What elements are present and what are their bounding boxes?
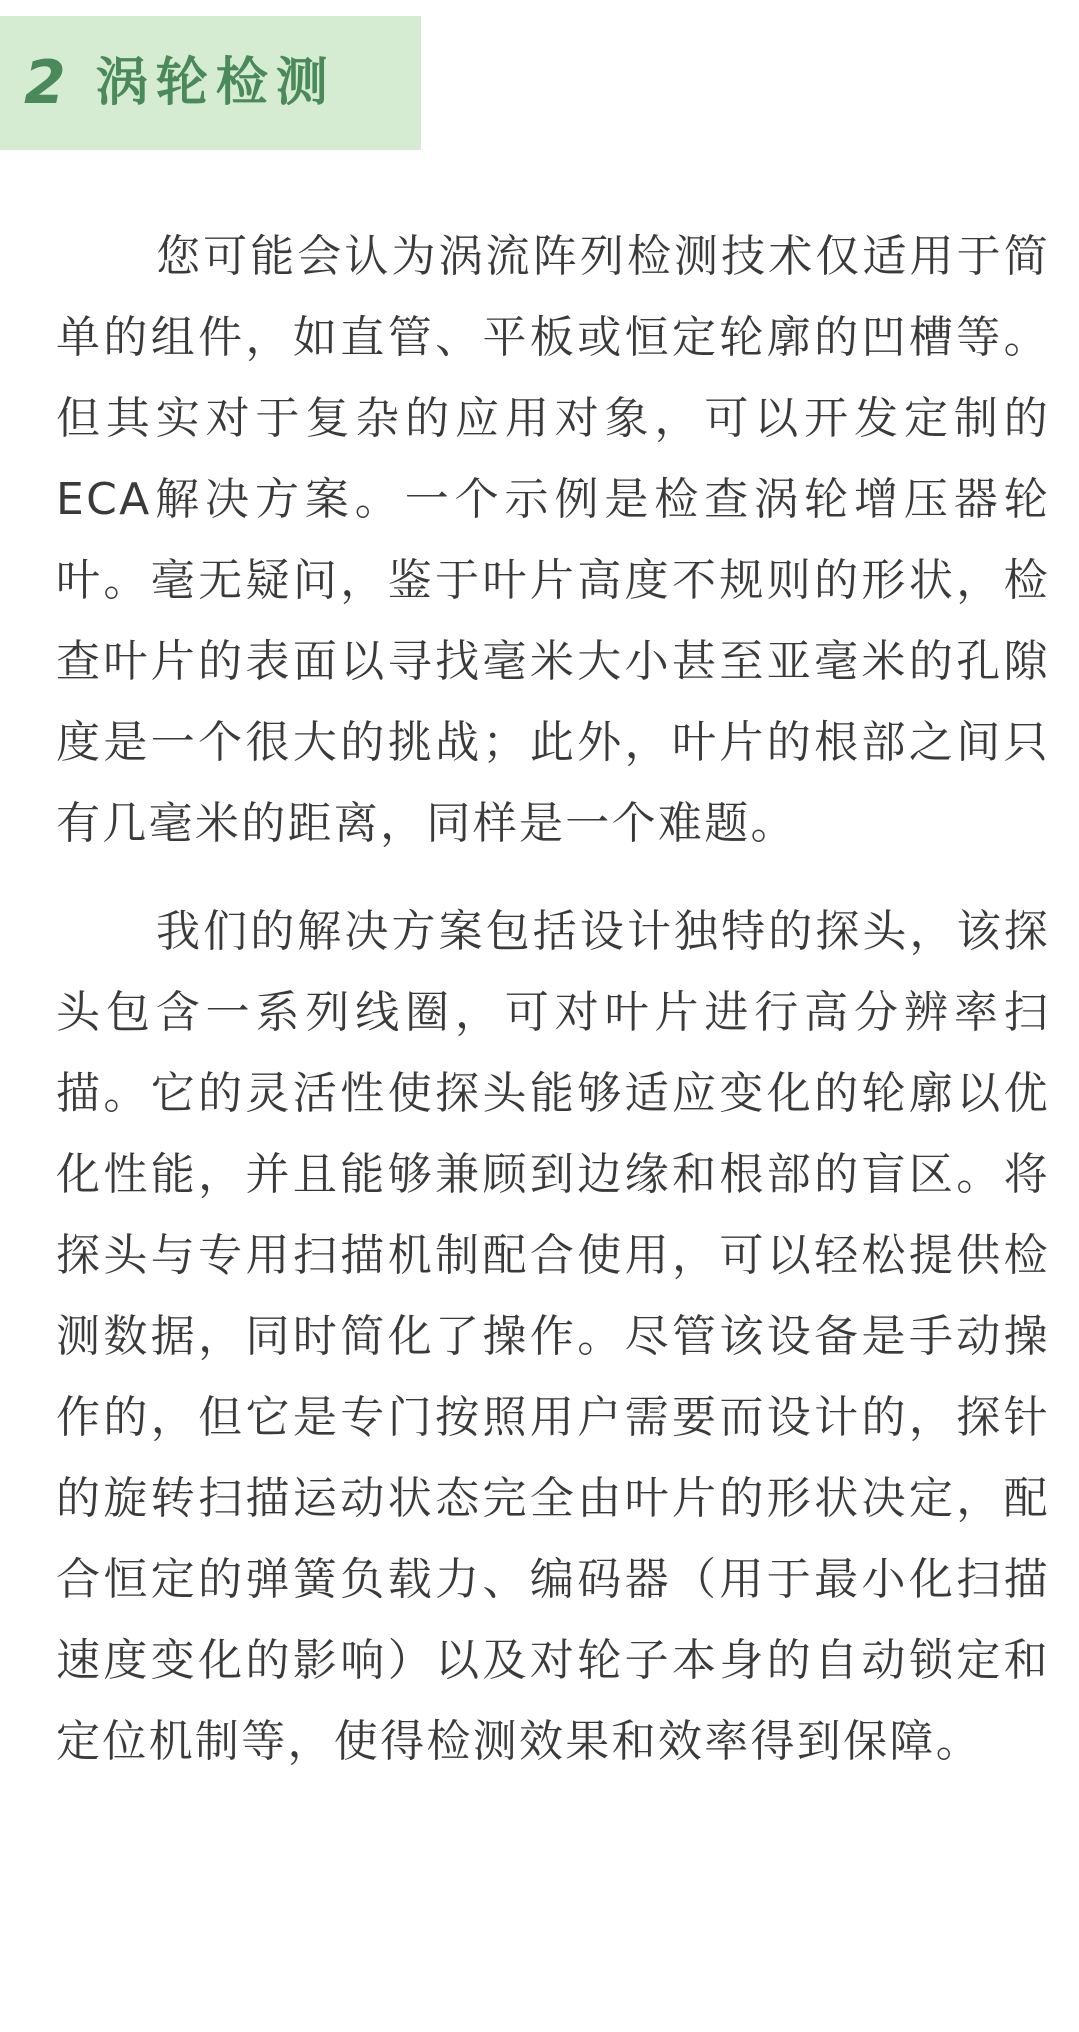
section-number: 2 bbox=[24, 48, 66, 118]
article-body bbox=[56, 216, 1050, 1782]
paragraph-1: 您可能会认为涡流阵列检测技术仅适用于简单的组件，如直管、平板或恒定轮廓的凹槽等。但其实对于复杂的应用对象，可以开发定制的ECA解决方案。一个示例是检查涡轮增压器轮叶。毫无疑问，鉴于叶片高度不规则的形状，检查叶片的表面以寻找毫米大小甚至亚毫米的孔隙度是一个很大的挑战；此外，叶片的根部之间只有几毫米的距离，同样是一个难题。 bbox=[56, 231, 1050, 849]
section-header bbox=[0, 16, 421, 150]
section-title: 涡轮检测 bbox=[95, 53, 336, 113]
paragraph-2: 我们的解决方案包括设计独特的探头，该探头包含一系列线圈，可对叶片进行高分辨率扫描。它的灵活性使探头能够适应变化的轮廓以优化性能，并且能够兼顾到边缘和根部的盲区。将探头与专用扫描机制配合使用，可以轻松提供检测数据，同时简化了操作。尽管该设备是手动操作的，但它是专门按照用户需要而设计的，探针的旋转扫描运动状态完全由叶片的形状决定，配合恒定的弹簧负载力、编码器（用于最小化扫描速度变化的影响）以及对轮子本身的自动锁定和定位机制等，使得检测效果和效率得到保障。 bbox=[56, 906, 1050, 1767]
